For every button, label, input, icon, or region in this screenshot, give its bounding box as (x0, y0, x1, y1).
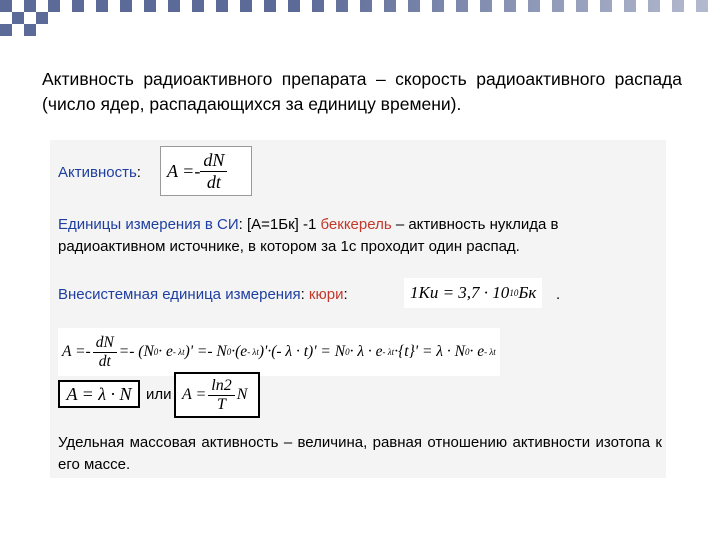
half-life-formula: A = $\frac{\ln 2}{T}$ N (174, 372, 260, 418)
content-panel (50, 140, 666, 478)
curie-dot: . (556, 286, 561, 303)
activity-derivation: A =- $\frac{dN}{dt}$ =- (N 0 · e - λt )' =- N 0 ·(e - λt )'·(- λ · t)' = N 0 · λ · e - λt ·{t}' = λ · N 0 · e - λt (58, 328, 500, 376)
decorative-checker-strip (0, 0, 720, 44)
specific-activity-paragraph: Удельная массовая активность – величина, равная отношению активности изотопа к его массе. (58, 434, 662, 473)
intro-paragraph: Активность радиоактивного препарата – скорость радиоактивного распада (число ядер, распадающихся за единицу времени). (42, 69, 682, 114)
activity-formula: A =- $\frac{dN}{dt}$ (160, 146, 252, 196)
si-units-line1: Единицы измерения в СИ: [A=1Бк] -1 беккерель – активность нуклида в (58, 216, 559, 233)
nonsystem-unit-line: Внесистемная единица измерения: кюри: (58, 286, 348, 303)
activity-lambda-formula: A = λ · N (58, 380, 140, 408)
si-units-line2: радиоактивном источнике, в котором за 1с проходит один распад. (58, 238, 520, 255)
curie-formula: 1Ku = 3,7 · 10 10 Бк (404, 278, 542, 308)
or-text: или (146, 386, 172, 403)
activity-label: Активность: (58, 164, 141, 181)
